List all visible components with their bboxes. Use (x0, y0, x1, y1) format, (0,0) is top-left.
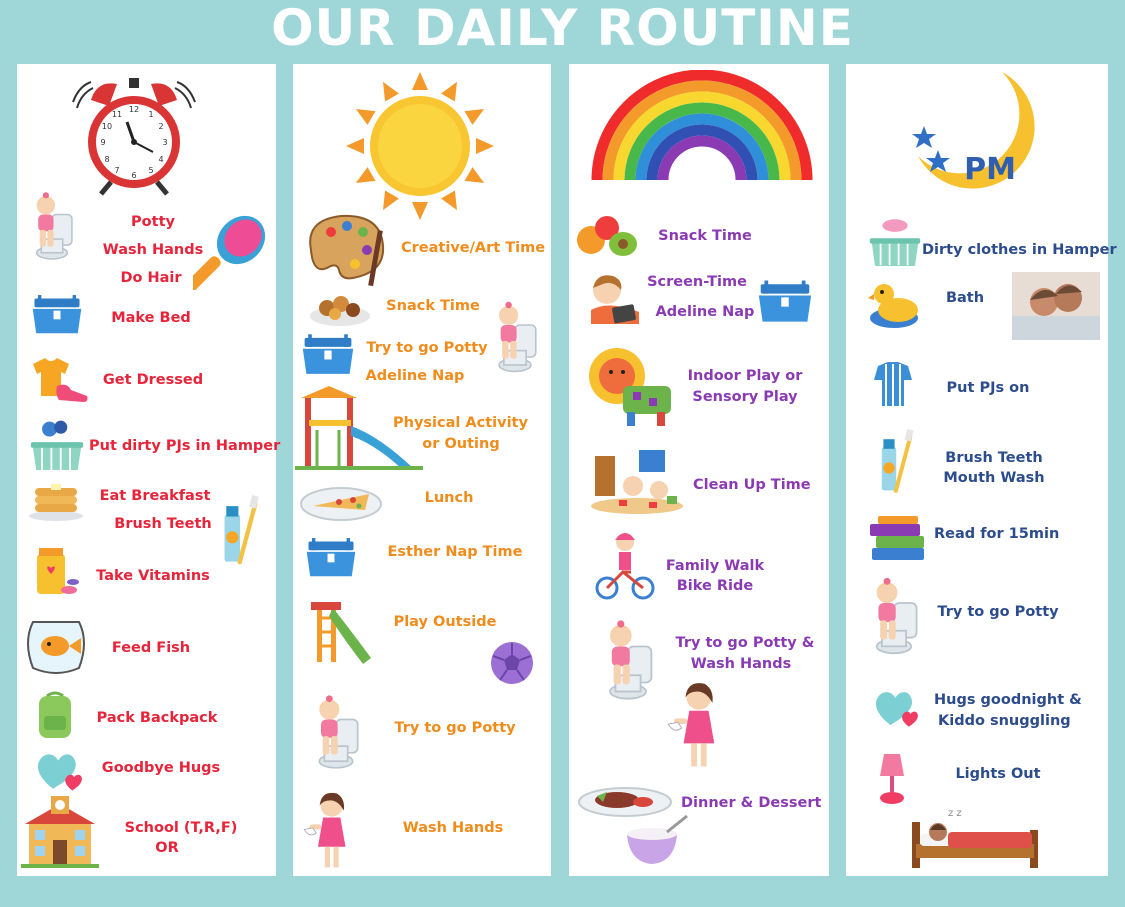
morning-item-get-dressed: Get Dressed (102, 372, 204, 388)
morning-item-make-bed: Make Bed (111, 310, 191, 326)
midday-item-adeline-nap: Adeline Nap (365, 368, 465, 384)
morning-item-potty: Potty (131, 214, 175, 230)
hamper-icon (868, 214, 922, 266)
afternoon-item-family-walk: Family Walk (665, 558, 765, 574)
toothpaste-icon (217, 494, 265, 572)
rubber-duck-icon (868, 278, 922, 330)
afternoon-item-indoor-play: Indoor Play or (687, 368, 803, 384)
midday-item-physical-activity: Physical Activity (393, 415, 528, 431)
morning-item-feed-fish: Feed Fish (111, 640, 191, 656)
evening-item-hugs-goodnight: Hugs goodnight & (934, 692, 1082, 708)
svg-text:9: 9 (100, 138, 106, 147)
morning-column (17, 64, 281, 876)
evening-column (846, 64, 1117, 876)
midday-item-outing: or Outing (422, 436, 500, 452)
hamper-icon (29, 418, 85, 470)
svg-text:z z: z z (948, 808, 962, 819)
evening-item-try-potty: Try to go Potty (937, 604, 1059, 620)
svg-text:3: 3 (162, 138, 168, 147)
midday-item-lunch: Lunch (424, 490, 474, 506)
evening-item-put-pjs-on: Put PJs on (946, 380, 1030, 396)
crib-icon (757, 276, 813, 328)
afternoon-item-try-potty: Try to go Potty & (675, 635, 815, 651)
crib-icon (301, 330, 355, 380)
midday-item-creative-art: Creative/Art Time (401, 240, 546, 256)
potty-girl-icon (491, 290, 539, 384)
evening-item-brush-teeth: Brush Teeth (945, 450, 1043, 466)
slide-icon (309, 598, 375, 668)
midday-item-snack-time: Snack Time (386, 298, 480, 314)
svg-text:8: 8 (104, 155, 110, 164)
afternoon-item-dinner-dessert: Dinner & Dessert (681, 795, 822, 811)
bath-photo (1012, 272, 1100, 340)
puzzle-lion-icon (583, 346, 677, 430)
evening-item-kiddo-snuggling: Kiddo snuggling (938, 713, 1071, 729)
morning-item-brush-teeth: Brush Teeth (114, 516, 212, 532)
heart-icon (868, 688, 926, 730)
pm-label: PM (964, 152, 1016, 187)
evening-item-lights-out: Lights Out (955, 766, 1041, 782)
morning-item-goodbye-hugs: Goodbye Hugs (101, 760, 221, 776)
svg-text:5: 5 (148, 166, 154, 175)
potty-girl-icon (29, 180, 75, 272)
svg-text:10: 10 (101, 122, 113, 131)
hairbrush-icon (193, 212, 269, 290)
evening-item-bath: Bath (945, 290, 985, 306)
school-building-icon (21, 792, 99, 870)
potty-girl-icon (601, 610, 655, 710)
evening-item-read: Read for 15min (934, 526, 1060, 542)
bike-rider-icon (595, 528, 655, 602)
afternoon-item-screen-time: Screen-Time (647, 274, 747, 290)
svg-text:6: 6 (131, 171, 137, 180)
evening-item-mouth-wash: Mouth Wash (943, 470, 1045, 486)
toothpaste-icon (872, 428, 922, 500)
morning-item-dirty-pjs: Put dirty PJs in Hamper (89, 438, 281, 454)
girl-washing-hands-icon (297, 790, 363, 876)
backpack-icon (35, 690, 75, 740)
girl-washing-hands-icon (661, 680, 733, 776)
messy-room-icon (589, 440, 685, 516)
afternoon-item-snack-time: Snack Time (658, 228, 752, 244)
fishbowl-icon (23, 612, 89, 676)
svg-text:4: 4 (158, 155, 164, 164)
snack-icon (307, 288, 373, 328)
evening-item-dirty-clothes: Dirty clothes in Hamper (922, 242, 1117, 258)
sleeping-child-bed-icon (908, 804, 1042, 870)
svg-text:2: 2 (158, 122, 164, 131)
potty-girl-icon (311, 684, 361, 780)
tablet-child-icon (583, 270, 647, 332)
midday-item-try-potty: Try to go Potty (366, 340, 488, 356)
afternoon-item-clean-up: Clean Up Time (693, 477, 811, 493)
rainbow-icon (591, 70, 813, 180)
page-title: OUR DAILY ROUTINE (271, 0, 854, 57)
afternoon-column (569, 64, 829, 876)
pancakes-icon (27, 482, 85, 522)
sun-icon (345, 72, 495, 220)
svg-text:1: 1 (148, 110, 154, 119)
alarm-clock-icon (69, 72, 199, 198)
books-icon (868, 516, 928, 562)
morning-item-take-vitamins: Take Vitamins (96, 568, 210, 584)
clothes-icon (27, 356, 89, 404)
potty-girl-icon (868, 566, 920, 666)
afternoon-item-sensory-play: Sensory Play (692, 389, 798, 405)
make-bed-icon (31, 292, 83, 338)
heart-icon (31, 750, 89, 794)
pajamas-icon (872, 360, 914, 408)
afternoon-item-bike-ride: Bike Ride (676, 578, 754, 594)
morning-item-do-hair: Do Hair (120, 270, 182, 286)
midday-item-wash-hands: Wash Hands (402, 820, 504, 836)
ball-icon (489, 640, 535, 686)
dessert-bowl-icon (621, 814, 693, 868)
lamp-icon (874, 752, 910, 806)
svg-text:7: 7 (114, 166, 120, 175)
dinner-plate-icon (577, 780, 673, 818)
morning-item-pack-backpack: Pack Backpack (96, 710, 218, 726)
midday-item-try-potty-2: Try to go Potty (394, 720, 516, 736)
morning-item-wash-hands: Wash Hands (102, 242, 204, 258)
morning-item-school: School (T,R,F) (124, 820, 238, 836)
svg-text:12: 12 (128, 105, 140, 114)
art-palette-icon (301, 210, 389, 288)
afternoon-item-adeline-nap: Adeline Nap (655, 304, 755, 320)
midday-item-esther-nap: Esther Nap Time (387, 544, 523, 560)
pizza-plate-icon (299, 480, 383, 524)
crib-icon (305, 534, 357, 582)
morning-item-eat-breakfast: Eat Breakfast (99, 488, 211, 504)
midday-column (293, 64, 551, 876)
fruit-icon (575, 214, 641, 260)
morning-item-or: OR (155, 840, 179, 856)
svg-text:11: 11 (111, 110, 123, 119)
midday-item-play-outside: Play Outside (393, 614, 497, 630)
vitamins-icon (31, 544, 81, 600)
afternoon-item-wash-hands: Wash Hands (690, 656, 792, 672)
